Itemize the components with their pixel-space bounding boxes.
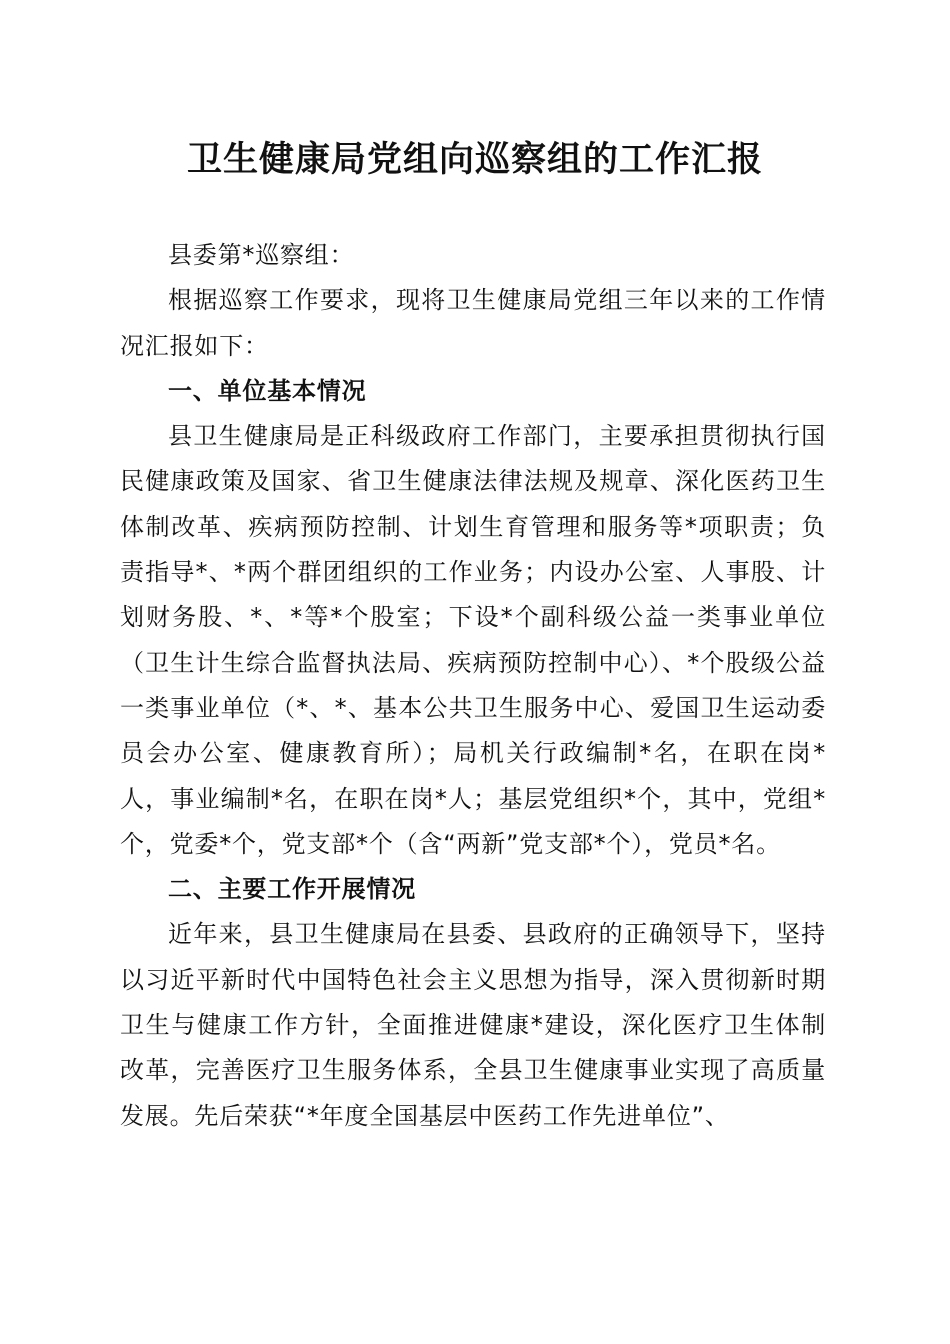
- intro-paragraph: 根据巡察工作要求，现将卫生健康局党组三年以来的工作情况汇报如下：: [120, 286, 826, 360]
- section-heading-basic-info: 一、单位基本情况: [168, 376, 367, 405]
- salutation: 县委第*巡察组：: [168, 241, 355, 269]
- document-body: [120, 233, 826, 1139]
- section-paragraph-basic-info: 县卫生健康局是正科级政府工作部门，主要承担贯彻执行国民健康政策及国家、省卫生健康法律法规及规章、深化医药卫生体制改革、疾病预防控制、计划生育管理和服务等*项职责；负责指导*、*两个群团组织的工作业务；内设办公室、人事股、计划财务股、*、*等*个股室；下设*个副科级公益一类事业单位（卫生计生综合监督执法局、疾病预防控制中心）、*个股级公益一类事业单位（*、*、基本公共卫生服务中心、爱国卫生运动委员会办公室、健康教育所）；局机关行政编制*名，在职在岗*人，事业编制*名，在职在岗*人；基层党组织*个，其中，党组*个，党委*个，党支部*个（含“两新”党支部*个），党员*名。: [120, 422, 826, 858]
- section-paragraph-main-work: 近年来，县卫生健康局在县委、县政府的正确领导下，坚持以习近平新时代中国特色社会主义思想为指导，深入贯彻新时期卫生与健康工作方针，全面推进健康*建设，深化医疗卫生体制改革，完善医疗卫生服务体系，全县卫生健康事业实现了高质量发展。先后荣获“*年度全国基层中医药工作先进单位”、: [120, 920, 826, 1130]
- section-heading-main-work: 二、主要工作开展情况: [168, 875, 416, 904]
- document-title: 卫生健康局党组向巡察组的工作汇报: [186, 139, 763, 180]
